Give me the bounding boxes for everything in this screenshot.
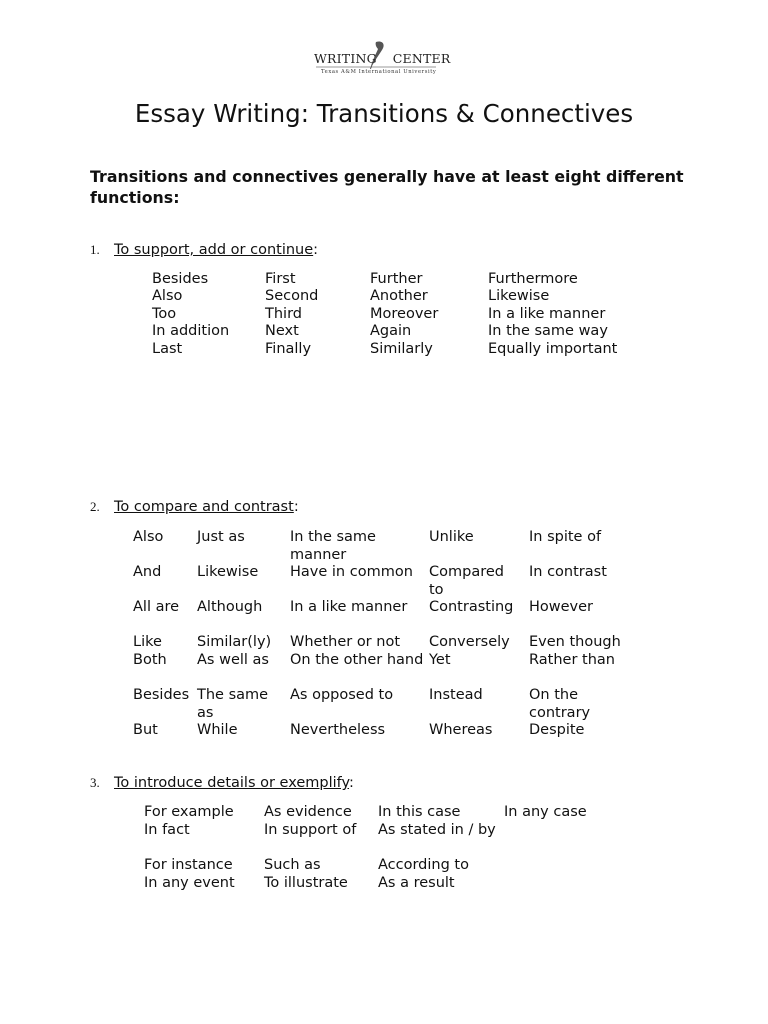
transition-word: Further xyxy=(370,271,423,287)
transition-word: Finally xyxy=(265,341,312,357)
section-label: To introduce details or exemplify xyxy=(114,775,350,791)
section-heading-details xyxy=(90,775,354,791)
transition-word: In this case xyxy=(378,804,461,820)
transition-word: To illustrate xyxy=(264,875,348,891)
section-colon: : xyxy=(313,242,319,258)
section-number: 3. xyxy=(90,775,100,790)
transition-word: Like xyxy=(133,634,162,650)
transition-word: However xyxy=(529,599,594,615)
intro-paragraph xyxy=(90,166,730,208)
transition-word: Third xyxy=(265,306,302,322)
transition-word: Contrasting xyxy=(429,599,514,615)
transition-word: Whether or not xyxy=(290,634,401,650)
transition-word: In any case xyxy=(504,804,587,820)
transition-word: Also xyxy=(152,288,183,304)
writing-center-logo xyxy=(312,38,451,80)
transition-word: All are xyxy=(133,599,180,615)
transition-word: In addition xyxy=(152,323,230,339)
transition-word: Too xyxy=(152,306,177,322)
transition-word: As stated in / by xyxy=(378,822,496,838)
transition-word: Last xyxy=(152,341,183,357)
transition-word: On the other hand xyxy=(290,652,424,668)
section-number: 1. xyxy=(90,242,100,257)
transition-word: Such as xyxy=(264,857,321,873)
transition-word: And xyxy=(133,564,162,580)
transition-word: But xyxy=(133,722,158,738)
section-label: To compare and contrast xyxy=(114,499,294,515)
transition-word: Yet xyxy=(429,652,451,668)
transition-word: Rather than xyxy=(529,652,615,668)
transition-word: Furthermore xyxy=(488,271,578,287)
transition-word: Compared to xyxy=(429,564,504,598)
transition-word: In support of xyxy=(264,822,357,838)
transition-word: In a like manner xyxy=(488,306,606,322)
page-title: Essay Writing: Transitions & Connectives xyxy=(134,99,634,128)
transition-word: Besides xyxy=(152,271,209,287)
transition-word: Next xyxy=(265,323,299,339)
transition-word: In the same manner xyxy=(290,529,376,563)
logo-writing-text: WRITING xyxy=(314,51,377,66)
transition-word: Conversely xyxy=(429,634,510,650)
transition-word: Likewise xyxy=(197,564,259,580)
intro-colon: : xyxy=(173,188,180,207)
transition-word: Likewise xyxy=(488,288,550,304)
transition-word: Another xyxy=(370,288,428,304)
transition-word: Second xyxy=(265,288,319,304)
section-heading-support xyxy=(90,242,318,258)
transition-word: For example xyxy=(144,804,234,820)
transition-word: In the same way xyxy=(488,323,608,339)
transition-word: On the contrary xyxy=(529,687,591,721)
transition-word: As well as xyxy=(197,652,269,668)
transition-word: Again xyxy=(370,323,412,339)
transition-word: Although xyxy=(197,599,263,615)
transition-word: Unlike xyxy=(429,529,474,545)
transition-word: In contrast xyxy=(529,564,607,580)
transition-word: While xyxy=(197,722,238,738)
transition-word: According to xyxy=(378,857,469,873)
transition-word: Equally important xyxy=(488,341,618,357)
section-colon: : xyxy=(293,499,299,515)
transition-word: Despite xyxy=(529,722,585,738)
transition-word: In a like manner xyxy=(290,599,408,615)
transition-word: Instead xyxy=(429,687,483,703)
transition-word: As a result xyxy=(378,875,455,891)
transition-word: As evidence xyxy=(264,804,352,820)
transition-word: Nevertheless xyxy=(290,722,386,738)
transition-word: As opposed to xyxy=(290,687,394,703)
section-heading-compare xyxy=(90,499,299,515)
logo-subtitle: Texas A&M International University xyxy=(321,69,437,75)
transition-word: Similar(ly) xyxy=(197,634,272,650)
transition-word: First xyxy=(265,271,296,287)
section-number: 2. xyxy=(90,499,100,514)
transition-word: Just as xyxy=(197,529,245,545)
transition-word: Have in common xyxy=(290,564,413,580)
transition-word: Whereas xyxy=(429,722,493,738)
logo-center-text: CENTER xyxy=(392,51,451,66)
transition-word: Even though xyxy=(529,634,621,650)
section-colon: : xyxy=(349,775,354,791)
transition-word: The same as xyxy=(197,687,269,721)
intro-text: Transitions and connectives generally have at least eight different functions xyxy=(90,167,684,207)
transition-word: Also xyxy=(133,529,164,545)
transition-word: In any event xyxy=(144,875,235,891)
transition-word: Both xyxy=(133,652,167,668)
transition-word: Similarly xyxy=(370,341,433,357)
transition-word: In spite of xyxy=(529,529,602,545)
transition-word: Besides xyxy=(133,687,190,703)
section-label: To support, add or continue xyxy=(114,242,314,258)
transition-word: In fact xyxy=(144,822,190,838)
transition-word: Moreover xyxy=(370,306,439,322)
transition-word: For instance xyxy=(144,857,233,873)
